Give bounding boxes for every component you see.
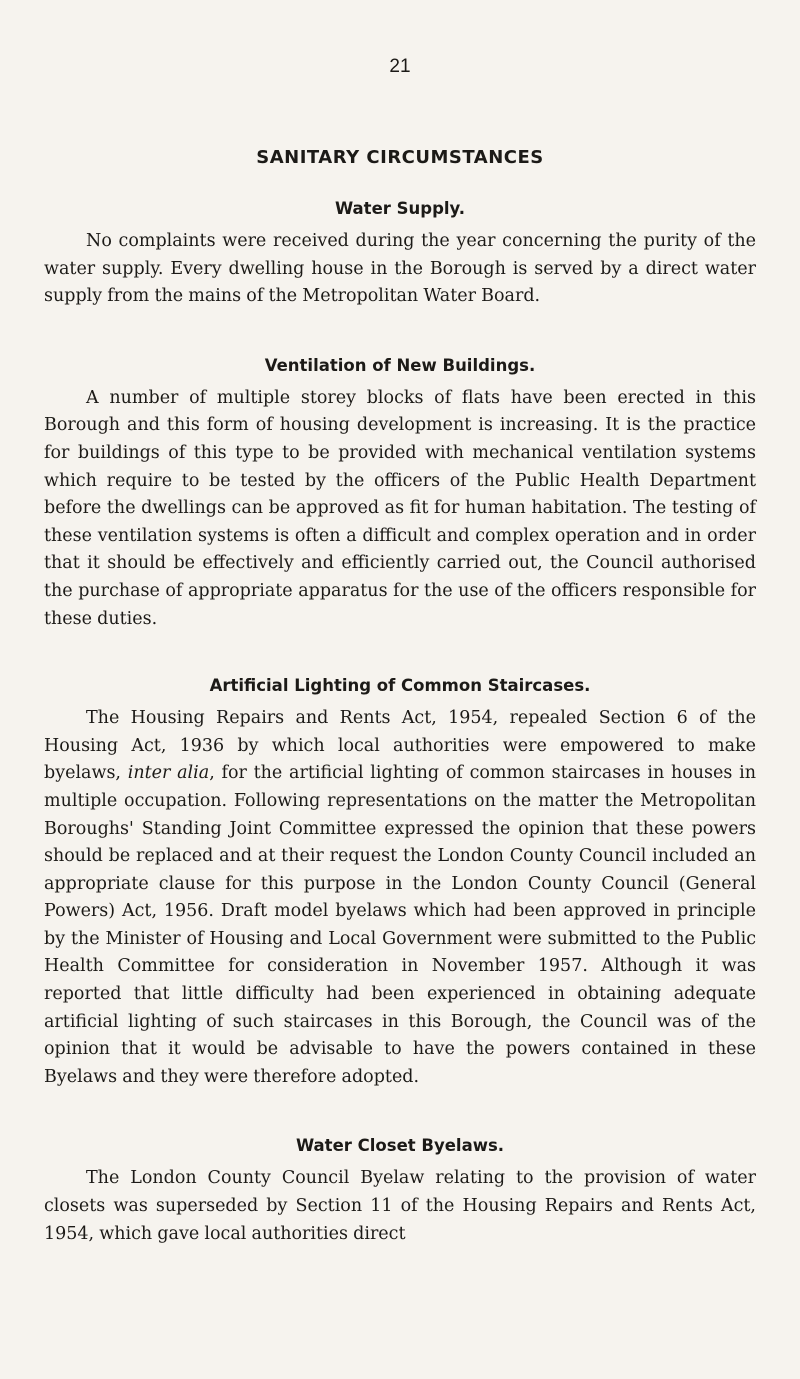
paragraph-text: The Housing Repairs and Rents Act, 1954, repealed Section 6 of the Housing Act, 1936 by which local authorities were empowered to make byelaws, [44,708,756,784]
italic-phrase: inter alia [127,763,210,784]
section-artificial-lighting [44,671,756,1091]
section-paragraph: The London County Council Byelaw relating to the provision of water closets was superseded by Section 11 of the Housing Repairs and Rents Act, 1954, which gave local authorities direct [44,1168,756,1244]
section-heading: Water Closet Byelaws. [295,1136,505,1156]
page-title: SANITARY CIRCUMSTANCES [256,147,544,168]
section-heading: Artificial Lighting of Common Staircases. [209,676,591,696]
section-paragraph [44,705,756,1091]
section-water-closet-byelaws [44,1131,756,1248]
section-paragraph: A number of multiple storey blocks of flats have been erected in this Borough and this form of housing development is increasing. It is the practice for buildings of this type to be provided with mechanical ventilation systems which require to be tested by the officers of the Public Health Department before the dwellings can be approved as fit for human habitation. The testing of these ventilation systems is often a difficult and complex operation and in order that it should be effectively and efficiently carried out, the Council authorised the purchase of appropriate apparatus for the use of the officers responsible for these duties. [44,387,756,629]
section-paragraph: No complaints were received during the year concerning the purity of the water supply. Every dwelling house in the Borough is served by a direct water supply from the mains of the Metropolitan Water Board. [44,231,756,307]
section-heading: Ventilation of New Buildings. [264,355,536,375]
section-water-supply [44,194,756,311]
paragraph-text: , for the artificial lighting of common staircases in houses in multiple occupation. Following representations on the matter the Metropolitan Boroughs' Standing Joint Committee expressed the opinion that these powers should be replaced and at their request the London County Council included an appropriate clause for this purpose in the London County Council (General Powers) Act, 1956. Draft model byelaws which had been approved in principle by the Minister of Housing and Local Government were submitted to the Public Health Committee for consideration in November 1957. Although it was reported that little difficulty had been experienced in obtaining adequate artificial lighting of such staircases in this Borough, the Council was of the opinion that it would be advisable to have the powers contained in these Byelaws and they were therefore adopted. [44,763,756,1087]
section-ventilation [44,351,756,633]
section-heading: Water Supply. [334,199,466,218]
page-number: 21 [389,56,411,77]
